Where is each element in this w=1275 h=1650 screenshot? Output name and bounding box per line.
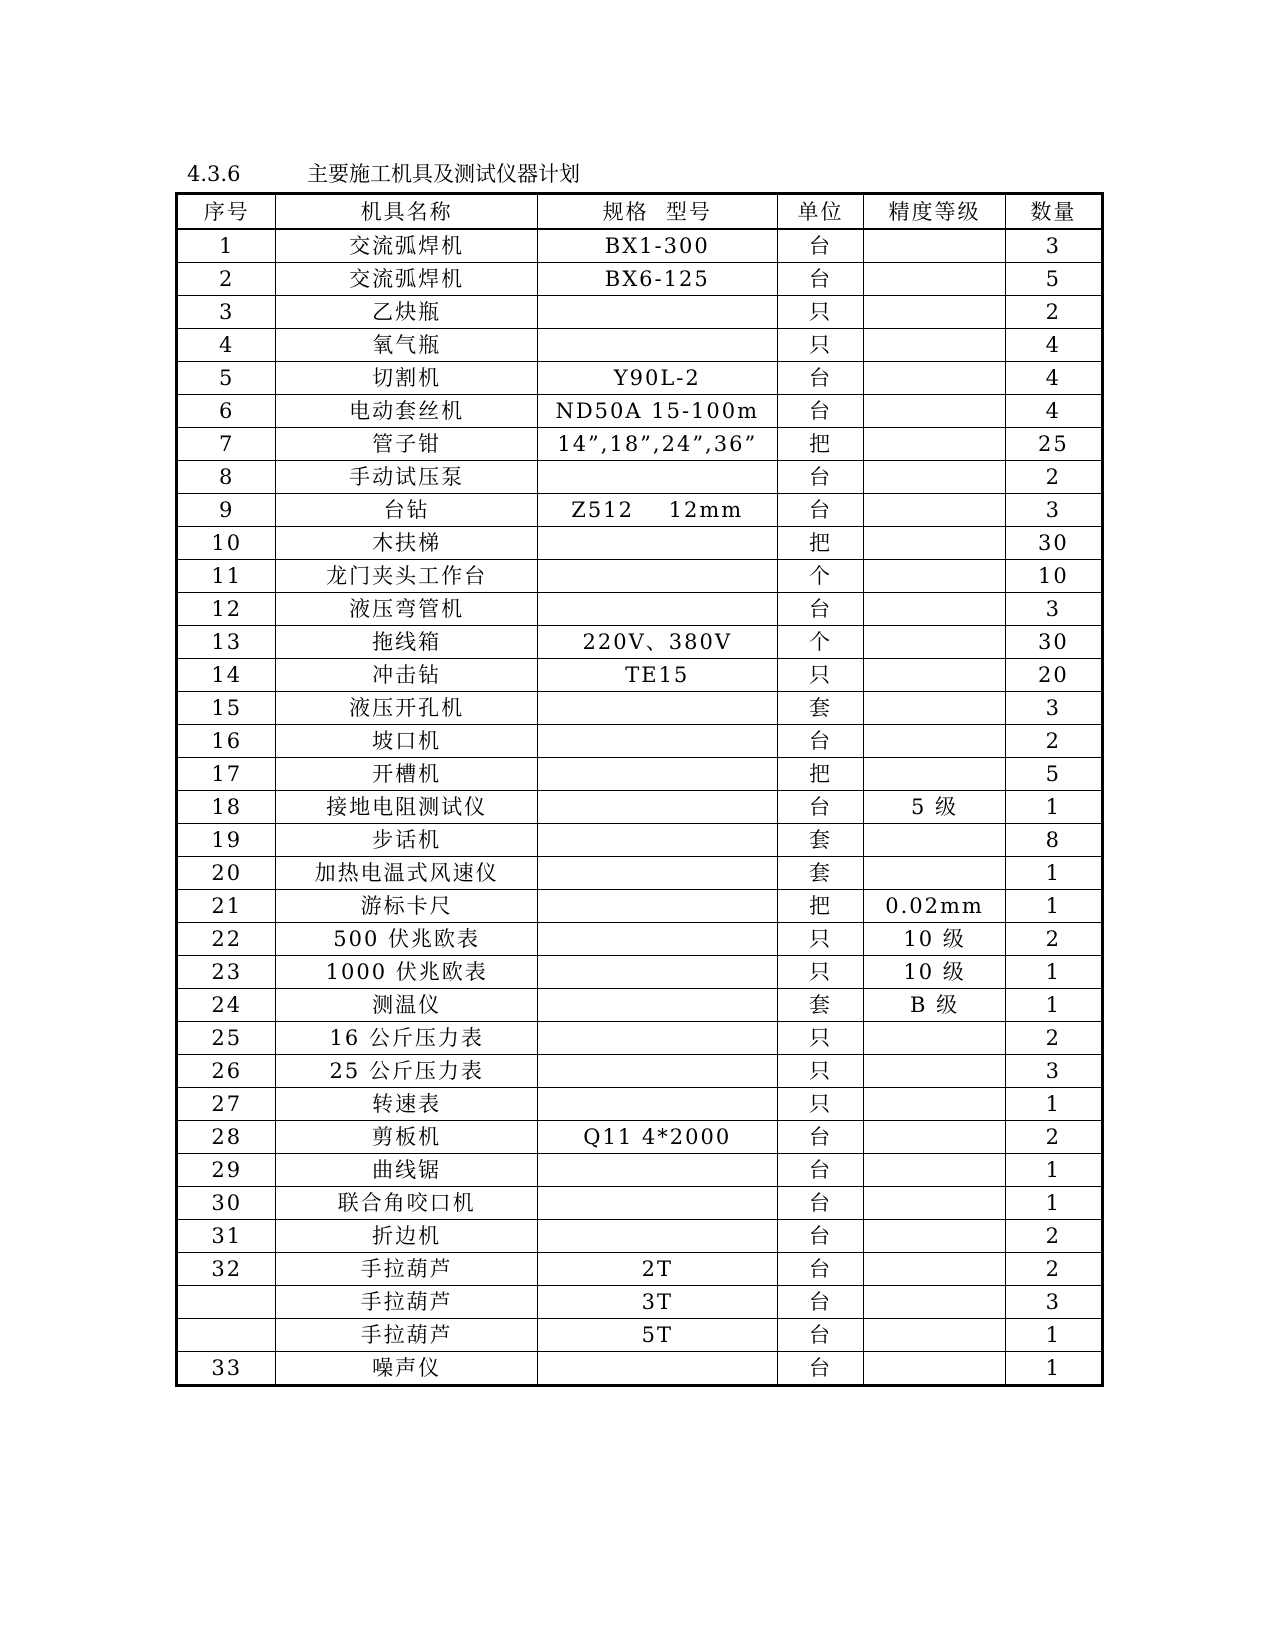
cell-name: 16 公斤压力表 (276, 1022, 538, 1055)
table-row (177, 461, 1103, 494)
table-row (177, 1352, 1103, 1386)
table-row (177, 1022, 1103, 1055)
cell-unit: 台 (777, 593, 864, 626)
cell-name: 25 公斤压力表 (276, 1055, 538, 1088)
cell-model (537, 329, 777, 362)
cell-quantity: 1 (1005, 791, 1102, 824)
cell-quantity: 1 (1005, 1187, 1102, 1220)
cell-model (537, 461, 777, 494)
cell-model (537, 1055, 777, 1088)
table-row (177, 229, 1103, 263)
cell-unit: 台 (777, 791, 864, 824)
cell-index: 1 (177, 229, 276, 263)
cell-index: 16 (177, 725, 276, 758)
cell-precision (864, 1022, 1005, 1055)
cell-index: 6 (177, 395, 276, 428)
cell-model (537, 989, 777, 1022)
table-row (177, 494, 1103, 527)
cell-quantity: 3 (1005, 229, 1102, 263)
cell-precision (864, 1055, 1005, 1088)
cell-unit: 套 (777, 989, 864, 1022)
cell-precision (864, 593, 1005, 626)
cell-index: 4 (177, 329, 276, 362)
cell-unit: 把 (777, 428, 864, 461)
cell-index: 25 (177, 1022, 276, 1055)
cell-precision (864, 857, 1005, 890)
table-row (177, 263, 1103, 296)
cell-index (177, 1286, 276, 1319)
cell-unit: 只 (777, 296, 864, 329)
cell-precision (864, 626, 1005, 659)
table-row (177, 1187, 1103, 1220)
cell-quantity: 30 (1005, 626, 1102, 659)
cell-quantity: 1 (1005, 1154, 1102, 1187)
cell-name: 接地电阻测试仪 (276, 791, 538, 824)
cell-name: 交流弧焊机 (276, 229, 538, 263)
cell-quantity: 30 (1005, 527, 1102, 560)
cell-name: 液压开孔机 (276, 692, 538, 725)
cell-index: 27 (177, 1088, 276, 1121)
cell-index: 3 (177, 296, 276, 329)
cell-unit: 个 (777, 560, 864, 593)
cell-unit: 只 (777, 1022, 864, 1055)
table-row (177, 791, 1103, 824)
cell-unit: 套 (777, 857, 864, 890)
cell-quantity: 2 (1005, 725, 1102, 758)
cell-quantity: 2 (1005, 461, 1102, 494)
cell-quantity: 8 (1005, 824, 1102, 857)
cell-model: BX6-125 (537, 263, 777, 296)
cell-precision (864, 494, 1005, 527)
cell-precision (864, 1253, 1005, 1286)
cell-unit: 台 (777, 1253, 864, 1286)
cell-model: 2T (537, 1253, 777, 1286)
cell-unit: 把 (777, 758, 864, 791)
table-row (177, 923, 1103, 956)
cell-quantity: 2 (1005, 923, 1102, 956)
table-row (177, 626, 1103, 659)
cell-index: 29 (177, 1154, 276, 1187)
table-row (177, 1319, 1103, 1352)
cell-quantity: 2 (1005, 1253, 1102, 1286)
cell-quantity: 10 (1005, 560, 1102, 593)
cell-precision (864, 461, 1005, 494)
cell-precision (864, 395, 1005, 428)
cell-index: 30 (177, 1187, 276, 1220)
cell-unit: 台 (777, 494, 864, 527)
cell-index: 13 (177, 626, 276, 659)
table-row (177, 1121, 1103, 1154)
table-row (177, 1220, 1103, 1253)
cell-model (537, 527, 777, 560)
cell-quantity: 4 (1005, 362, 1102, 395)
cell-index: 11 (177, 560, 276, 593)
cell-name: 转速表 (276, 1088, 538, 1121)
cell-precision (864, 659, 1005, 692)
cell-precision (864, 263, 1005, 296)
cell-precision (864, 1286, 1005, 1319)
cell-name: 氧气瓶 (276, 329, 538, 362)
cell-model: 3T (537, 1286, 777, 1319)
cell-unit: 台 (777, 1220, 864, 1253)
cell-unit: 只 (777, 956, 864, 989)
cell-quantity: 3 (1005, 692, 1102, 725)
cell-quantity: 1 (1005, 956, 1102, 989)
cell-name: 步话机 (276, 824, 538, 857)
cell-model (537, 1187, 777, 1220)
cell-model: Q11 4*2000 (537, 1121, 777, 1154)
cell-index: 9 (177, 494, 276, 527)
cell-quantity: 4 (1005, 329, 1102, 362)
cell-unit: 台 (777, 362, 864, 395)
cell-index: 31 (177, 1220, 276, 1253)
cell-unit: 只 (777, 1055, 864, 1088)
cell-model (537, 1220, 777, 1253)
table-row (177, 560, 1103, 593)
cell-precision: 10 级 (864, 923, 1005, 956)
cell-name: 龙门夹头工作台 (276, 560, 538, 593)
table-row (177, 362, 1103, 395)
cell-quantity: 5 (1005, 263, 1102, 296)
cell-unit: 台 (777, 725, 864, 758)
table-row (177, 1154, 1103, 1187)
section-number: 4.3.6 (187, 162, 241, 186)
cell-quantity: 1 (1005, 857, 1102, 890)
cell-unit: 台 (777, 1352, 864, 1386)
cell-precision (864, 1187, 1005, 1220)
cell-model: 14”,18”,24”,36” (537, 428, 777, 461)
cell-index: 22 (177, 923, 276, 956)
cell-quantity: 2 (1005, 1121, 1102, 1154)
cell-unit: 把 (777, 890, 864, 923)
table-row (177, 527, 1103, 560)
cell-index: 21 (177, 890, 276, 923)
cell-precision: 10 级 (864, 956, 1005, 989)
cell-model: Y90L-2 (537, 362, 777, 395)
cell-name: 管子钳 (276, 428, 538, 461)
cell-unit: 只 (777, 329, 864, 362)
cell-unit: 台 (777, 1319, 864, 1352)
cell-unit: 套 (777, 692, 864, 725)
cell-name: 开槽机 (276, 758, 538, 791)
cell-name: 折边机 (276, 1220, 538, 1253)
cell-name: 交流弧焊机 (276, 263, 538, 296)
cell-index: 23 (177, 956, 276, 989)
cell-name: 手拉葫芦 (276, 1286, 538, 1319)
cell-quantity: 3 (1005, 1055, 1102, 1088)
header-row (177, 194, 1103, 230)
cell-model (537, 725, 777, 758)
cell-unit: 台 (777, 1121, 864, 1154)
cell-name: 手动试压泵 (276, 461, 538, 494)
cell-index: 32 (177, 1253, 276, 1286)
cell-model (537, 1352, 777, 1386)
cell-quantity: 1 (1005, 1352, 1102, 1386)
cell-index: 19 (177, 824, 276, 857)
cell-name: 拖线箱 (276, 626, 538, 659)
cell-name: 木扶梯 (276, 527, 538, 560)
cell-precision (864, 824, 1005, 857)
cell-precision (864, 428, 1005, 461)
cell-unit: 只 (777, 659, 864, 692)
cell-quantity: 3 (1005, 1286, 1102, 1319)
cell-model (537, 1088, 777, 1121)
cell-name: 联合角咬口机 (276, 1187, 538, 1220)
cell-unit: 只 (777, 923, 864, 956)
cell-name: 坡口机 (276, 725, 538, 758)
cell-unit: 套 (777, 824, 864, 857)
cell-precision (864, 229, 1005, 263)
cell-model: Z512 12mm (537, 494, 777, 527)
cell-unit: 台 (777, 461, 864, 494)
cell-quantity: 4 (1005, 395, 1102, 428)
cell-unit: 台 (777, 229, 864, 263)
table-row (177, 824, 1103, 857)
cell-unit: 台 (777, 1187, 864, 1220)
cell-quantity: 1 (1005, 989, 1102, 1022)
cell-model (537, 1154, 777, 1187)
table-row (177, 1253, 1103, 1286)
cell-unit: 只 (777, 1088, 864, 1121)
cell-quantity: 5 (1005, 758, 1102, 791)
cell-index: 2 (177, 263, 276, 296)
cell-precision: 0.02mm (864, 890, 1005, 923)
cell-name: 台钻 (276, 494, 538, 527)
cell-index: 15 (177, 692, 276, 725)
cell-precision (864, 527, 1005, 560)
cell-quantity: 20 (1005, 659, 1102, 692)
cell-name: 加热电温式风速仪 (276, 857, 538, 890)
cell-index: 10 (177, 527, 276, 560)
cell-precision (864, 362, 1005, 395)
table-row (177, 989, 1103, 1022)
cell-model (537, 923, 777, 956)
cell-model: 220V、380V (537, 626, 777, 659)
cell-name: 液压弯管机 (276, 593, 538, 626)
cell-quantity: 2 (1005, 1220, 1102, 1253)
col-header-model: 规格 型号 (537, 194, 777, 230)
cell-unit: 台 (777, 395, 864, 428)
cell-name: 测温仪 (276, 989, 538, 1022)
cell-model (537, 692, 777, 725)
cell-precision: B 级 (864, 989, 1005, 1022)
cell-unit: 台 (777, 263, 864, 296)
col-header-precision: 精度等级 (864, 194, 1005, 230)
cell-quantity: 3 (1005, 593, 1102, 626)
cell-name: 曲线锯 (276, 1154, 538, 1187)
cell-precision (864, 560, 1005, 593)
cell-index: 33 (177, 1352, 276, 1386)
cell-index: 14 (177, 659, 276, 692)
cell-model (537, 593, 777, 626)
table-row (177, 725, 1103, 758)
table-row (177, 692, 1103, 725)
cell-precision: 5 级 (864, 791, 1005, 824)
cell-model (537, 956, 777, 989)
cell-model: ND50A 15-100m (537, 395, 777, 428)
cell-index: 20 (177, 857, 276, 890)
table-row (177, 428, 1103, 461)
cell-quantity: 2 (1005, 1022, 1102, 1055)
cell-quantity: 1 (1005, 1088, 1102, 1121)
cell-index: 7 (177, 428, 276, 461)
cell-name: 游标卡尺 (276, 890, 538, 923)
cell-precision (864, 758, 1005, 791)
cell-model (537, 791, 777, 824)
cell-model (537, 296, 777, 329)
cell-name: 手拉葫芦 (276, 1319, 538, 1352)
cell-quantity: 25 (1005, 428, 1102, 461)
cell-precision (864, 296, 1005, 329)
cell-name: 手拉葫芦 (276, 1253, 538, 1286)
table-row (177, 956, 1103, 989)
cell-index (177, 1319, 276, 1352)
cell-model: TE15 (537, 659, 777, 692)
cell-precision (864, 1220, 1005, 1253)
cell-model (537, 857, 777, 890)
table-row (177, 659, 1103, 692)
cell-model: BX1-300 (537, 229, 777, 263)
cell-precision (864, 1088, 1005, 1121)
cell-name: 1000 伏兆欧表 (276, 956, 538, 989)
table-row (177, 395, 1103, 428)
table-row (177, 857, 1103, 890)
cell-precision (864, 692, 1005, 725)
cell-index: 28 (177, 1121, 276, 1154)
table-row (177, 1286, 1103, 1319)
col-header-name: 机具名称 (276, 194, 538, 230)
cell-quantity: 1 (1005, 890, 1102, 923)
table-row (177, 1088, 1103, 1121)
cell-model: 5T (537, 1319, 777, 1352)
cell-model (537, 824, 777, 857)
table-row (177, 296, 1103, 329)
cell-quantity: 2 (1005, 296, 1102, 329)
cell-quantity: 3 (1005, 494, 1102, 527)
cell-precision (864, 725, 1005, 758)
cell-model (537, 890, 777, 923)
cell-unit: 台 (777, 1286, 864, 1319)
cell-model (537, 758, 777, 791)
cell-quantity: 1 (1005, 1319, 1102, 1352)
col-header-index: 序号 (177, 194, 276, 230)
cell-unit: 把 (777, 527, 864, 560)
cell-index: 12 (177, 593, 276, 626)
cell-name: 噪声仪 (276, 1352, 538, 1386)
cell-index: 5 (177, 362, 276, 395)
cell-index: 26 (177, 1055, 276, 1088)
cell-index: 17 (177, 758, 276, 791)
table-row (177, 890, 1103, 923)
cell-precision (864, 1352, 1005, 1386)
table-row (177, 758, 1103, 791)
cell-model (537, 560, 777, 593)
table-row (177, 1055, 1103, 1088)
cell-precision (864, 1319, 1005, 1352)
col-header-quantity: 数量 (1005, 194, 1102, 230)
table-row (177, 329, 1103, 362)
cell-index: 24 (177, 989, 276, 1022)
section-title: 主要施工机具及测试仪器计划 (307, 162, 580, 186)
cell-name: 500 伏兆欧表 (276, 923, 538, 956)
cell-name: 切割机 (276, 362, 538, 395)
table-row (177, 593, 1103, 626)
cell-unit: 个 (777, 626, 864, 659)
cell-unit: 台 (777, 1154, 864, 1187)
section-heading (187, 160, 580, 188)
col-header-unit: 单位 (777, 194, 864, 230)
cell-precision (864, 329, 1005, 362)
cell-index: 18 (177, 791, 276, 824)
equipment-plan-table (175, 192, 1104, 1387)
cell-name: 冲击钻 (276, 659, 538, 692)
cell-name: 电动套丝机 (276, 395, 538, 428)
cell-precision (864, 1121, 1005, 1154)
cell-name: 乙炔瓶 (276, 296, 538, 329)
cell-model (537, 1022, 777, 1055)
cell-index: 8 (177, 461, 276, 494)
cell-name: 剪板机 (276, 1121, 538, 1154)
cell-precision (864, 1154, 1005, 1187)
